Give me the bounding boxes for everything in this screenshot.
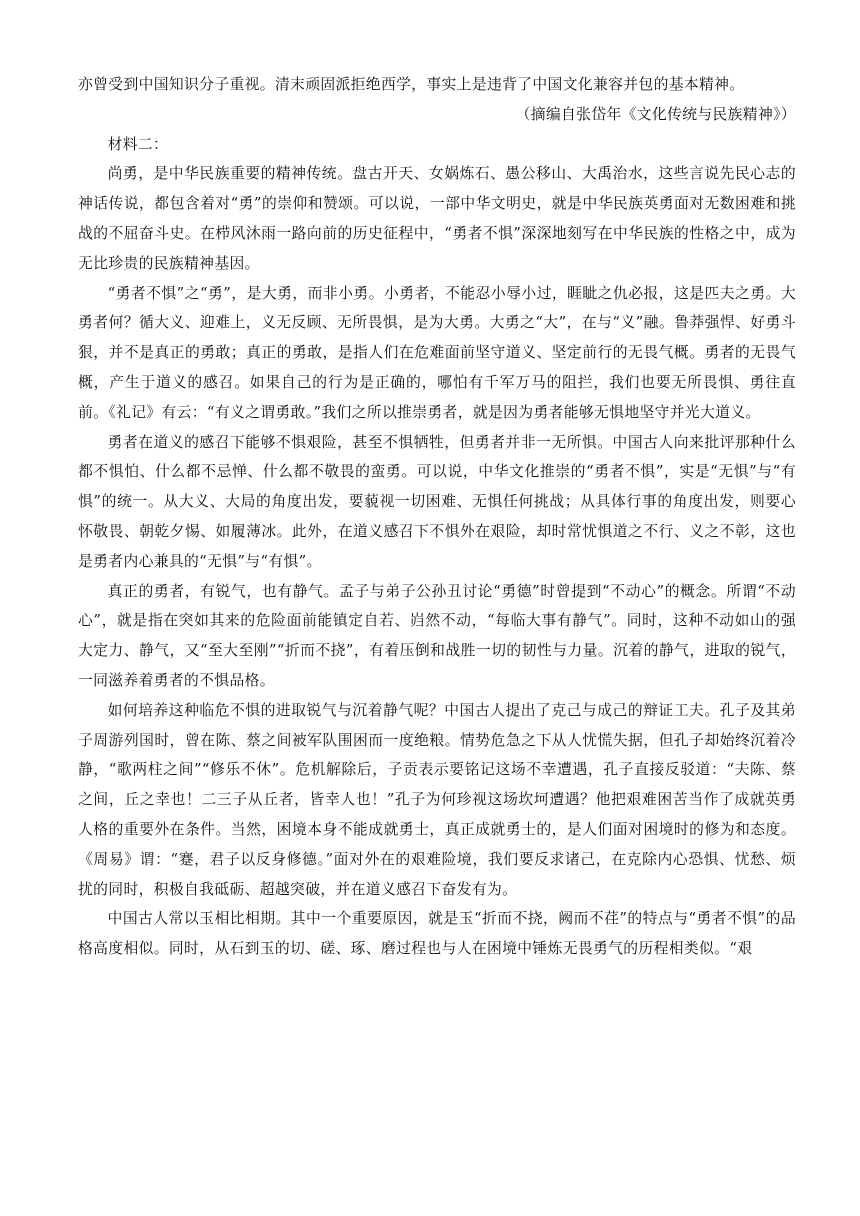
paragraph-wuju-youju: 勇者在道义的感召下能够不惧艰险，甚至不惧牺牲，但勇者并非一无所惧。中国古人向来批评那种什么都不惧怕、什么都不忌惮、什么都不敬畏的蛮勇。可以说，中华文化推崇的“勇者不惧”，实是“无惧”与“有惧”的统一。从大义、大局的角度出发，要藐视一切困难、无惧任何挑战；从具体行事的角度出发，则要心怀敬畏、朝乾夕惕、如履薄冰。此外，在道义感召下不惧外在艰险，却时常忧惧道之不行、义之不彰，这也是勇者内心兼具的“无惧”与“有惧”。	[78, 433, 796, 570]
paragraph-shangyong: 尚勇，是中华民族重要的精神传统。盘古开天、女娲炼石、愚公移山、大禹治水，这些言说先民心志的神话传说，都包含着对“勇”的崇仰和赞颂。可以说，一部中华文明史，就是中华民族英勇面对无数困难和挑战的不屈奋斗史。在栉风沐雨一路向前的历史征程中，“勇者不惧”深深地刻写在中华民族的性格之中，成为无比珍贵的民族精神基因。	[78, 165, 796, 272]
source-citation: （摘编自张岱年《文化传统与民族精神》）	[515, 105, 796, 123]
paragraph-continuation: 亦曾受到中国知识分子重视。清末顽固派拒绝西学，事实上是违背了中国文化兼容并包的基本精神。	[78, 76, 745, 93]
paragraph-ruiqi-jingqi: 真正的勇者，有锐气，也有静气。孟子与弟子公孙丑讨论“勇德”时曾提到“不动心”的概念。所谓“不动心”，就是指在突如其来的危险面前能镇定自若、岿然不动，“每临大事有静气”。同时，这种不动如山的强大定力、静气，又“至大至刚”“折而不挠”，有着压倒和战胜一切的韧性与力量。沉着的静气，进取的锐气，一同滋养着勇者的不惧品格。	[78, 582, 796, 689]
paragraph-dayong: “勇者不惧”之“勇”，是大勇，而非小勇。小勇者，不能忍小辱小过，睚眦之仇必报，这是匹夫之勇。大勇者何？循大义、迎难上，义无反顾、无所畏惧，是为大勇。大勇之“大”，在与“义”融。鲁莽强悍、好勇斗狠，并不是真正的勇敢；真正的勇敢，是指人们在危难面前坚守道义、坚定前行的无畏气概。勇者的无畏气概，产生于道义的感召。如果自己的行为是正确的，哪怕有千军万马的阻拦，我们也要无所畏惧、勇往直前。《礼记》有云：“有义之谓勇敢。”我们之所以推崇勇者，就是因为勇者能够无惧地坚守并光大道义。	[78, 284, 796, 421]
document-page	[78, 70, 796, 964]
paragraph-keji-chengji: 如何培养这种临危不惧的进取锐气与沉着静气呢？中国古人提出了克己与成己的辩证工夫。孔子及其弟子周游列国时，曾在陈、蔡之间被军队围困而一度绝粮。情势危急之下从人忧慌失据，但孔子却始终沉着冷静，“歌两柱之间”“修乐不休”。危机解除后，子贡表示要铭记这场不幸遭遇，孔子直接反驳道：“夫陈、蔡之间，丘之幸也！二三子从丘者，皆幸人也！”孔子为何珍视这场坎坷遭遇？他把艰难困苦当作了成就英勇人格的重要外在条件。当然，困境本身不能成就勇士，真正成就勇士的，是人们面对困境时的修为和态度。《周易》谓：“蹇，君子以反身修德。”面对外在的艰难险境，我们要反求诸己，在克除内心恐惧、忧愁、烦扰的同时，积极自我砥砺、超越突破，并在道义感召下奋发有为。	[78, 701, 796, 898]
paragraph-jade: 中国古人常以玉相比相期。其中一个重要原因，就是玉“折而不挠，阙而不荏”的特点与“勇者不惧”的品格高度相似。同时，从石到玉的切、磋、琢、磨过程也与人在困境中锤炼无畏勇气的历程相类似。“艰	[78, 910, 796, 958]
material-two-heading: 材料二：	[107, 135, 169, 153]
